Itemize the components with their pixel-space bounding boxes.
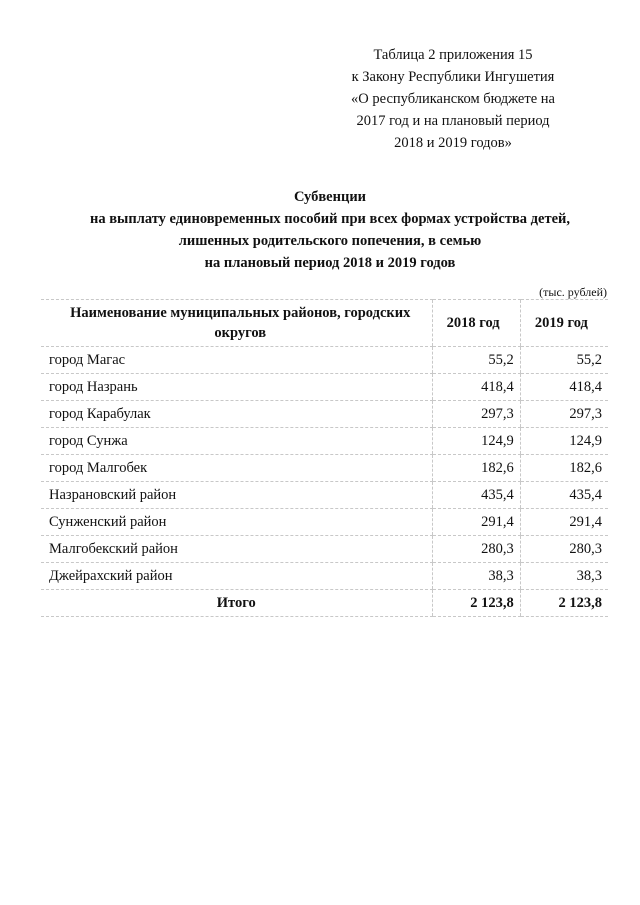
row-2019: 280,3 xyxy=(520,536,608,563)
total-2019: 2 123,8 xyxy=(520,590,608,617)
header-name: Наименование муниципальных районов, городских округов xyxy=(41,300,432,347)
row-2019: 38,3 xyxy=(520,563,608,590)
appendix-header-line: «О республиканском бюджете на xyxy=(351,91,555,107)
row-2018: 38,3 xyxy=(432,563,520,590)
total-label: Итого xyxy=(41,590,432,617)
header-2019: 2019 год xyxy=(520,300,608,347)
title-line: на выплату единовременных пособий при всех формах устройства детей, xyxy=(89,211,570,227)
appendix-header-line: 2017 год и на плановый период xyxy=(356,113,550,129)
appendix-header-line: 2018 и 2019 годов» xyxy=(394,135,512,151)
row-2019: 182,6 xyxy=(520,455,608,482)
appendix-header-line: Таблица 2 приложения 15 xyxy=(373,47,533,63)
appendix-header xyxy=(323,44,583,154)
title-line: на плановый период 2018 и 2019 годов xyxy=(204,255,456,271)
row-name: город Карабулак xyxy=(41,401,432,428)
total-2018: 2 123,8 xyxy=(432,590,520,617)
row-2018: 418,4 xyxy=(432,374,520,401)
table-row xyxy=(41,401,608,428)
row-2018: 182,6 xyxy=(432,455,520,482)
row-name: город Малгобек xyxy=(41,455,432,482)
table-row xyxy=(41,482,608,509)
row-2018: 280,3 xyxy=(432,536,520,563)
table-row xyxy=(41,509,608,536)
table-row xyxy=(41,455,608,482)
row-name: Сунженский район xyxy=(41,509,432,536)
row-name: Малгобекский район xyxy=(41,536,432,563)
document-title xyxy=(30,186,630,274)
table-header-row xyxy=(41,300,608,347)
row-name: город Сунжа xyxy=(41,428,432,455)
table-row xyxy=(41,347,608,374)
title-line: Субвенции xyxy=(293,189,367,205)
title-line: лишенных родительского попечения, в семью xyxy=(178,233,482,249)
table-row xyxy=(41,428,608,455)
table-row xyxy=(41,374,608,401)
row-2019: 418,4 xyxy=(520,374,608,401)
row-2018: 291,4 xyxy=(432,509,520,536)
total-row xyxy=(41,590,608,617)
row-2019: 124,9 xyxy=(520,428,608,455)
header-2018: 2018 год xyxy=(432,300,520,347)
appendix-header-line: к Закону Республики Ингушетия xyxy=(351,69,555,85)
row-2019: 297,3 xyxy=(520,401,608,428)
units-note: (тыс. рублей) xyxy=(539,285,607,299)
row-2018: 124,9 xyxy=(432,428,520,455)
table-row xyxy=(41,536,608,563)
row-2019: 291,4 xyxy=(520,509,608,536)
row-name: Джейрахский район xyxy=(41,563,432,590)
row-2018: 435,4 xyxy=(432,482,520,509)
subventions-table xyxy=(41,299,608,617)
row-name: город Магас xyxy=(41,347,432,374)
row-2019: 435,4 xyxy=(520,482,608,509)
row-name: город Назрань xyxy=(41,374,432,401)
row-name: Назрановский район xyxy=(41,482,432,509)
row-2018: 55,2 xyxy=(432,347,520,374)
row-2019: 55,2 xyxy=(520,347,608,374)
table-row xyxy=(41,563,608,590)
row-2018: 297,3 xyxy=(432,401,520,428)
